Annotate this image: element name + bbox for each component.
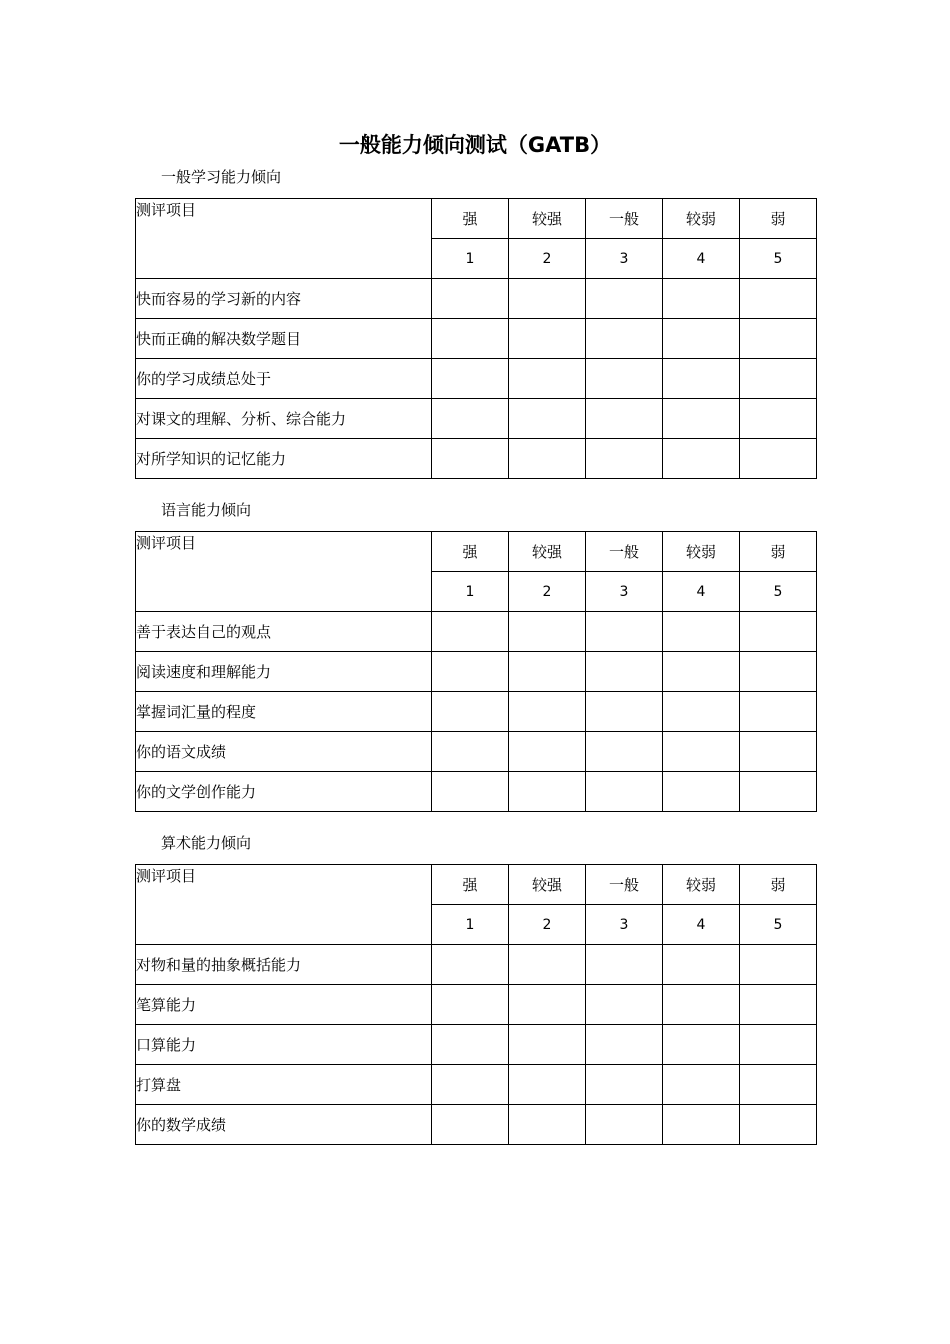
level-header-average: 一般 [586,532,663,572]
rating-cell-5[interactable] [740,652,817,692]
table-row [136,1105,817,1145]
table-row [136,692,817,732]
rating-cell-4[interactable] [663,279,740,319]
rating-table-numerical [135,864,817,1145]
section-label-general-learning: 一般学习能力倾向 [161,168,282,186]
rating-cell-1[interactable] [432,652,509,692]
rating-cell-4[interactable] [663,945,740,985]
rating-cell-4[interactable] [663,439,740,479]
rating-cell-2[interactable] [509,319,586,359]
rating-cell-3[interactable] [586,279,663,319]
table-row [136,945,817,985]
rating-cell-1[interactable] [432,439,509,479]
level-number-3: 3 [586,572,663,612]
level-number-2: 2 [509,905,586,945]
level-number-4: 4 [663,905,740,945]
rating-cell-4[interactable] [663,985,740,1025]
item-label: 你的文学创作能力 [136,772,432,812]
level-number-4: 4 [663,572,740,612]
section-label-numerical: 算术能力倾向 [161,834,252,852]
rating-cell-2[interactable] [509,945,586,985]
table-row [136,279,817,319]
rating-cell-5[interactable] [740,1105,817,1145]
level-number-3: 3 [586,905,663,945]
level-header-strong: 强 [432,199,509,239]
item-label: 你的语文成绩 [136,732,432,772]
table-row [136,359,817,399]
rating-cell-3[interactable] [586,772,663,812]
item-label: 快而容易的学习新的内容 [136,279,432,319]
rating-cell-1[interactable] [432,612,509,652]
rating-cell-5[interactable] [740,985,817,1025]
rating-cell-2[interactable] [509,612,586,652]
table-row [136,772,817,812]
rating-cell-1[interactable] [432,945,509,985]
page-title: 一般能力倾向测试（GATB） [338,133,612,157]
table-header-row [136,199,817,239]
rating-cell-3[interactable] [586,1105,663,1145]
rating-table-verbal [135,531,817,812]
rating-cell-3[interactable] [586,732,663,772]
item-column-header: 测评项目 [136,865,432,945]
rating-cell-5[interactable] [740,319,817,359]
level-number-2: 2 [509,239,586,279]
level-number-4: 4 [663,239,740,279]
rating-cell-4[interactable] [663,1105,740,1145]
table-row [136,732,817,772]
rating-cell-5[interactable] [740,279,817,319]
rating-cell-1[interactable] [432,985,509,1025]
rating-cell-5[interactable] [740,692,817,732]
section-label-verbal: 语言能力倾向 [161,501,252,519]
rating-cell-4[interactable] [663,692,740,732]
table-row [136,612,817,652]
rating-cell-2[interactable] [509,1065,586,1105]
table-row [136,1025,817,1065]
rating-cell-4[interactable] [663,772,740,812]
item-label: 快而正确的解决数学题目 [136,319,432,359]
rating-cell-5[interactable] [740,439,817,479]
rating-cell-3[interactable] [586,1025,663,1065]
rating-cell-4[interactable] [663,319,740,359]
rating-cell-1[interactable] [432,279,509,319]
rating-cell-1[interactable] [432,732,509,772]
rating-cell-5[interactable] [740,1065,817,1105]
rating-cell-4[interactable] [663,652,740,692]
rating-cell-5[interactable] [740,612,817,652]
rating-cell-3[interactable] [586,692,663,732]
item-label: 掌握词汇量的程度 [136,692,432,732]
rating-cell-3[interactable] [586,945,663,985]
level-number-5: 5 [740,572,817,612]
level-header-fairly-strong: 较强 [509,199,586,239]
rating-cell-2[interactable] [509,1025,586,1065]
level-header-weak: 弱 [740,865,817,905]
level-header-fairly-weak: 较弱 [663,199,740,239]
rating-cell-3[interactable] [586,319,663,359]
rating-cell-1[interactable] [432,359,509,399]
table-row [136,319,817,359]
rating-table-general-learning [135,198,817,479]
rating-cell-4[interactable] [663,612,740,652]
rating-cell-5[interactable] [740,1025,817,1065]
rating-cell-2[interactable] [509,772,586,812]
level-header-strong: 强 [432,532,509,572]
rating-cell-2[interactable] [509,439,586,479]
rating-cell-5[interactable] [740,772,817,812]
item-label: 你的学习成绩总处于 [136,359,432,399]
rating-cell-2[interactable] [509,1105,586,1145]
item-label: 善于表达自己的观点 [136,612,432,652]
level-number-1: 1 [432,572,509,612]
item-label: 口算能力 [136,1025,432,1065]
rating-cell-5[interactable] [740,945,817,985]
item-label: 笔算能力 [136,985,432,1025]
table-header-row [136,532,817,572]
rating-cell-2[interactable] [509,359,586,399]
rating-cell-5[interactable] [740,399,817,439]
rating-cell-3[interactable] [586,439,663,479]
level-number-5: 5 [740,905,817,945]
rating-cell-2[interactable] [509,279,586,319]
level-number-5: 5 [740,239,817,279]
rating-cell-2[interactable] [509,985,586,1025]
table-header-row [136,865,817,905]
level-number-2: 2 [509,572,586,612]
table-row [136,985,817,1025]
rating-cell-4[interactable] [663,1025,740,1065]
rating-cell-3[interactable] [586,652,663,692]
table-row [136,1065,817,1105]
rating-cell-1[interactable] [432,692,509,732]
rating-cell-3[interactable] [586,985,663,1025]
rating-cell-2[interactable] [509,732,586,772]
level-number-1: 1 [432,905,509,945]
rating-cell-1[interactable] [432,1025,509,1065]
rating-cell-5[interactable] [740,359,817,399]
level-header-weak: 弱 [740,532,817,572]
item-label: 打算盘 [136,1065,432,1105]
rating-cell-4[interactable] [663,359,740,399]
rating-cell-1[interactable] [432,772,509,812]
item-label: 阅读速度和理解能力 [136,652,432,692]
rating-cell-1[interactable] [432,1065,509,1105]
rating-cell-3[interactable] [586,612,663,652]
level-header-fairly-strong: 较强 [509,532,586,572]
rating-cell-3[interactable] [586,399,663,439]
level-number-1: 1 [432,239,509,279]
table-row [136,439,817,479]
level-header-fairly-weak: 较弱 [663,532,740,572]
item-label: 对课文的理解、分析、综合能力 [136,399,432,439]
item-label: 你的数学成绩 [136,1105,432,1145]
level-header-fairly-weak: 较弱 [663,865,740,905]
rating-cell-4[interactable] [663,399,740,439]
rating-cell-4[interactable] [663,1065,740,1105]
level-header-fairly-strong: 较强 [509,865,586,905]
item-label: 对所学知识的记忆能力 [136,439,432,479]
level-header-weak: 弱 [740,199,817,239]
item-column-header: 测评项目 [136,532,432,612]
table-row [136,652,817,692]
rating-cell-3[interactable] [586,1065,663,1105]
rating-cell-1[interactable] [432,399,509,439]
rating-cell-2[interactable] [509,692,586,732]
item-label: 对物和量的抽象概括能力 [136,945,432,985]
rating-cell-3[interactable] [586,359,663,399]
rating-cell-2[interactable] [509,652,586,692]
table-row [136,399,817,439]
rating-cell-2[interactable] [509,399,586,439]
rating-cell-1[interactable] [432,1105,509,1145]
item-column-header: 测评项目 [136,199,432,279]
level-header-average: 一般 [586,199,663,239]
rating-cell-1[interactable] [432,319,509,359]
level-number-3: 3 [586,239,663,279]
rating-cell-5[interactable] [740,732,817,772]
level-header-strong: 强 [432,865,509,905]
level-header-average: 一般 [586,865,663,905]
rating-cell-4[interactable] [663,732,740,772]
